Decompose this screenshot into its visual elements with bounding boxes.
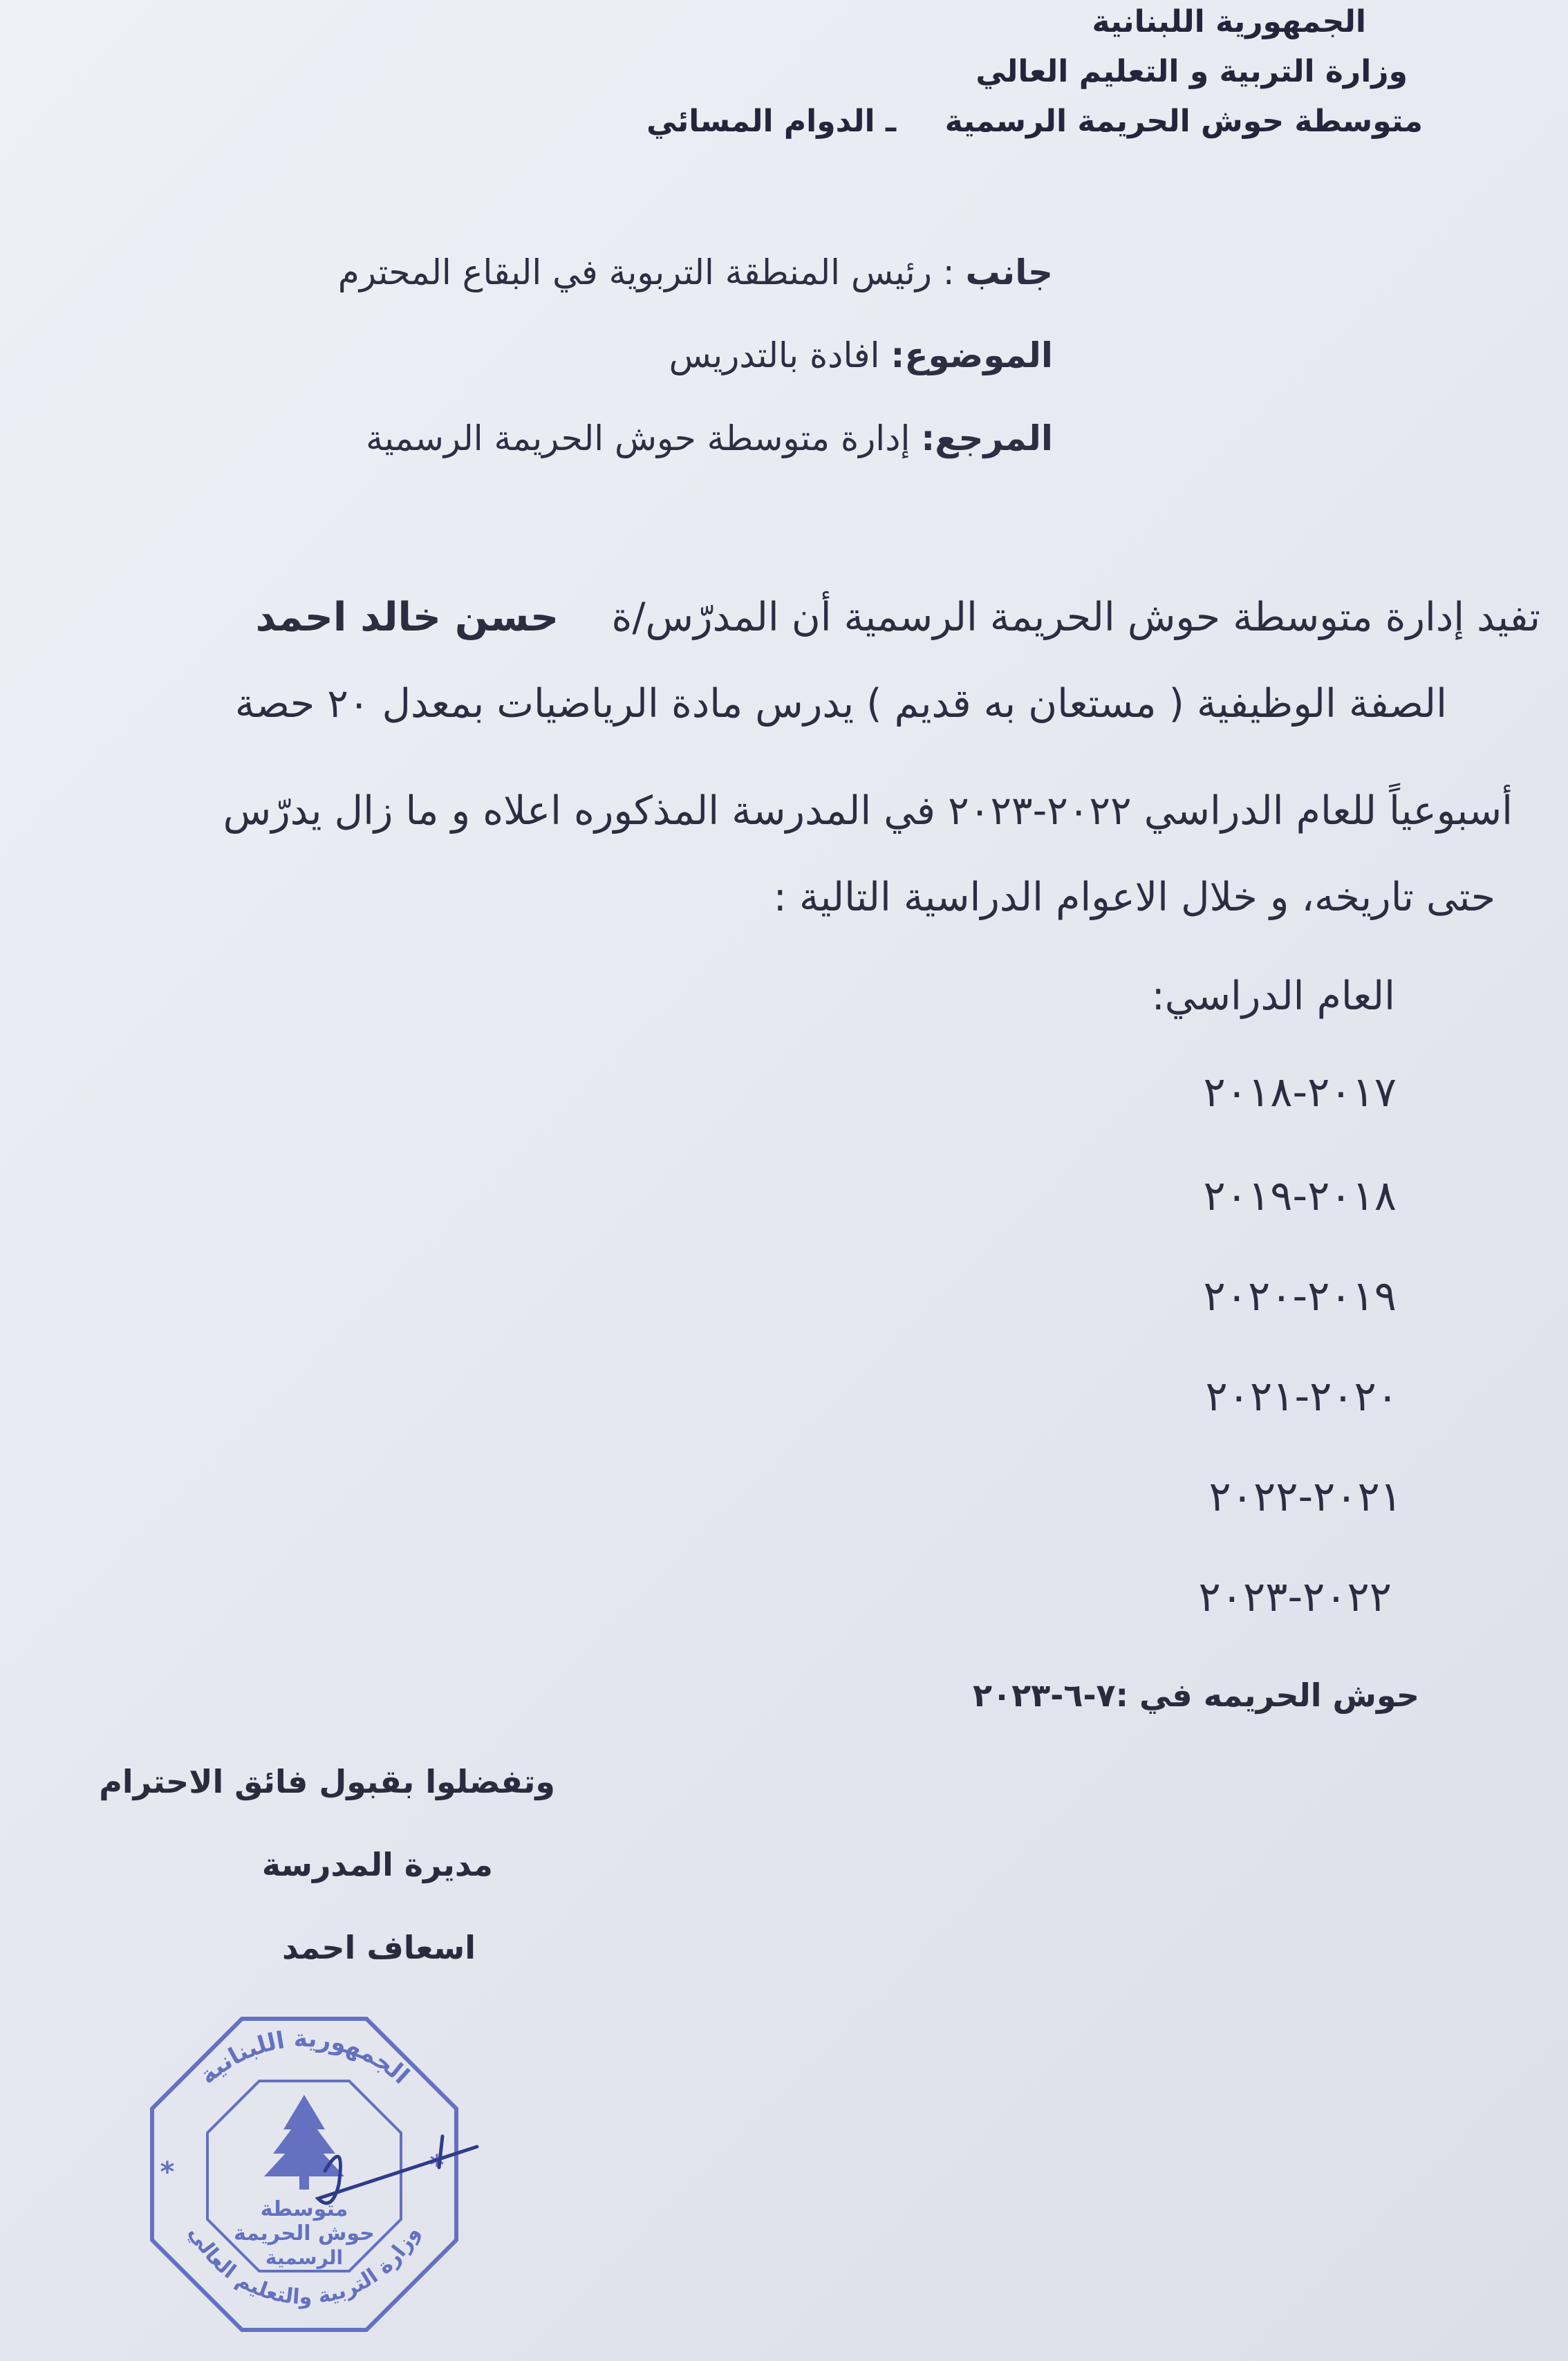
year-item: ٢٠١٩-٢٠٢٠ xyxy=(1203,1272,1397,1321)
year-item: ٢٠٢٠-٢٠٢١ xyxy=(1205,1372,1399,1421)
address-reference-value: إدارة متوسطة حوش الحريمة الرسمية xyxy=(366,418,911,458)
address-reference xyxy=(366,418,1053,458)
stamp-inner-line-3: الرسمية xyxy=(265,2246,344,2269)
address-subject xyxy=(669,335,1053,375)
year-item: ٢٠٢١-٢٠٢٢ xyxy=(1208,1473,1402,1521)
address-to-value: : رئيس المنطقة التربوية في البقاع المحترم xyxy=(337,252,955,292)
address-to xyxy=(338,252,1053,292)
header-school-line xyxy=(646,104,1423,139)
year-item: ٢٠٢٢-٢٠٢٣ xyxy=(1198,1573,1392,1621)
address-subject-value: افادة بالتدريس xyxy=(669,335,880,375)
star-icon: * xyxy=(160,2156,175,2188)
principal-name: اسعاف احمد xyxy=(281,1929,476,1966)
address-reference-label: المرجع: xyxy=(921,418,1053,458)
body-line-1-text: تفيد إدارة متوسطة حوش الحريمة الرسمية أن المدرّس/ة xyxy=(611,595,1540,640)
body-line-1 xyxy=(256,595,1540,640)
year-item: ٢٠١٧-٢٠١٨ xyxy=(1203,1068,1397,1117)
cedar-icon xyxy=(264,2095,344,2190)
header-republic: الجمهورية اللبنانية xyxy=(1092,4,1366,39)
stamp-ring-top: الجمهورية اللبنانية xyxy=(194,2024,415,2090)
stamp-ring-bottom: وزارة التربية والتعليم العالي xyxy=(183,2221,425,2310)
address-subject-label: الموضوع: xyxy=(890,335,1053,375)
body-line-3: أسبوعياً للعام الدراسي ٢٠٢٢-٢٠٢٣ في المدرسة المذكوره اعلاه و ما زال يدرّس xyxy=(223,788,1513,834)
header-shift: ـ الدوام المسائي xyxy=(646,104,896,139)
address-to-label: جانب xyxy=(965,252,1053,292)
closing-greeting: وتفضلوا بقبول فائق الاحترام xyxy=(99,1763,555,1800)
body-line-4: حتى تاريخه، و خلال الاعوام الدراسية التالية : xyxy=(773,875,1495,920)
header-school: متوسطة حوش الحريمة الرسمية xyxy=(944,104,1423,139)
star-icon: * xyxy=(429,2149,445,2181)
stamp-inner-line-2: حوش الحريمة xyxy=(234,2221,375,2246)
stamp-inner-line-1: متوسطة xyxy=(260,2197,348,2221)
years-label: العام الدراسي: xyxy=(1151,973,1395,1019)
year-item: ٢٠١٨-٢٠١٩ xyxy=(1203,1172,1397,1220)
body-line-2: الصفة الوظيفية ( مستعان به قديم ) يدرس مادة الرياضيات بمعدل ٢٠ حصة xyxy=(234,681,1447,727)
header-ministry: وزارة التربية و التعليم العالي xyxy=(976,54,1408,89)
teacher-name: حسن خالد احمد xyxy=(255,595,559,640)
place-date: حوش الحريمه في :٧-٦-٢٠٢٣ xyxy=(972,1677,1419,1714)
principal-title: مديرة المدرسة xyxy=(261,1846,493,1883)
official-stamp xyxy=(118,1998,484,2358)
